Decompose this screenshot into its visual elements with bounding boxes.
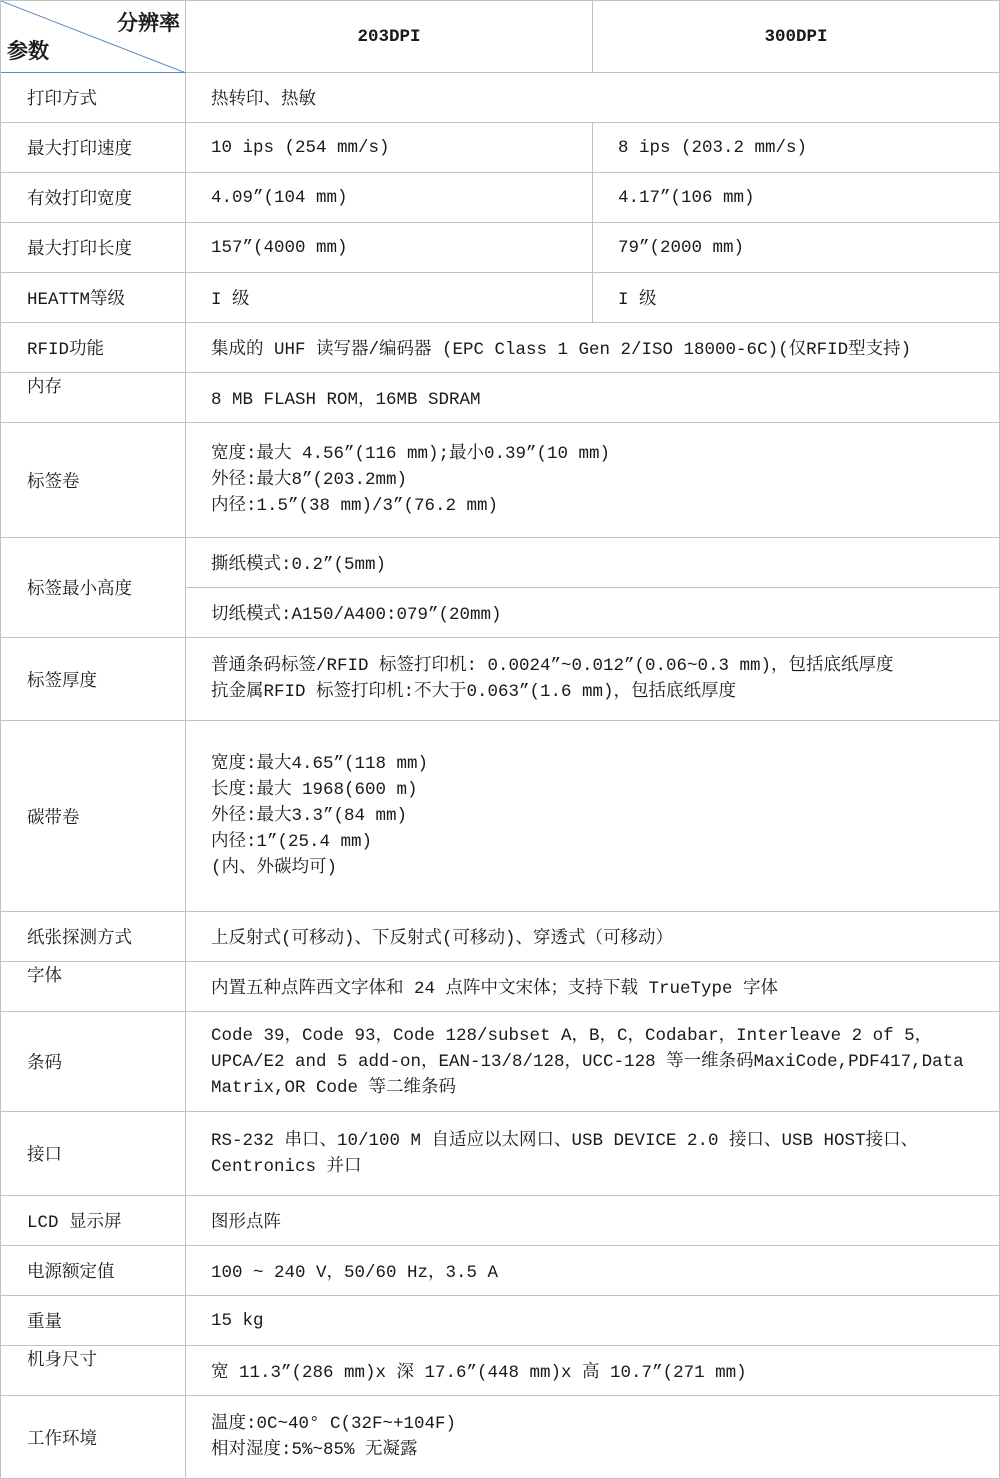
value-heattm-grade-300dpi: I 级: [593, 273, 1000, 323]
label-heattm-grade: HEATTM等级: [1, 273, 186, 323]
label-print-method: 打印方式: [1, 73, 186, 123]
label-lcd-display: LCD 显示屏: [1, 1196, 186, 1246]
label-label-roll: 标签卷: [1, 423, 186, 538]
header-corner-cell: [1, 1, 186, 73]
label-min-label-height: 标签最小高度: [1, 538, 186, 638]
label-memory: 内存: [1, 373, 186, 423]
value-print-width-300dpi: 4.17”(106 mm): [593, 173, 1000, 223]
value-heattm-grade-203dpi: I 级: [186, 273, 593, 323]
value-line: Centronics 并口: [211, 1156, 362, 1177]
value-max-print-speed-203dpi: 10 ips (254 mm/s): [186, 123, 593, 173]
value-line: 内径:1”(25.4 mm): [211, 832, 373, 852]
value-label-roll: [186, 423, 1000, 538]
value-line: UPCA/E2 and 5 add-on，EAN-13/8/128，UCC-128 等一维条码MaxiCode,PDF417,Data: [211, 1051, 964, 1072]
value-rfid-function: 集成的 UHF 读写器/编码器 (EPC Class 1 Gen 2/ISO 18000-6C)(仅RFID型支持): [186, 323, 1000, 373]
value-line: 相对湿度:5%~85% 无凝露: [211, 1440, 418, 1460]
value-line: 抗金属RFID 标签打印机:不大于0.063”(1.6 mm)，包括底纸厚度: [211, 682, 737, 702]
value-dimensions: 宽 11.3”(286 mm)x 深 17.6”(448 mm)x 高 10.7”(271 mm): [186, 1346, 1000, 1396]
label-max-print-length: 最大打印长度: [1, 223, 186, 273]
value-memory: 8 MB FLASH ROM，16MB SDRAM: [186, 373, 1000, 423]
value-barcodes: [186, 1012, 1000, 1112]
label-print-width: 有效打印宽度: [1, 173, 186, 223]
value-line: Matrix,OR Code 等二维条码: [211, 1077, 457, 1098]
value-line: RS-232 串口、10/100 M 自适应以太网口、USB DEVICE 2.0 接口、USB HOST接口、: [211, 1130, 919, 1151]
value-line: 温度:0C~40° C(32F~+104F): [211, 1414, 457, 1434]
value-print-width-203dpi: 4.09”(104 mm): [186, 173, 593, 223]
value-ribbon-roll: [186, 721, 1000, 912]
label-interfaces: 接口: [1, 1112, 186, 1196]
label-ribbon-roll: 碳带卷: [1, 721, 186, 912]
label-rfid-function: RFID功能: [1, 323, 186, 373]
label-fonts: 字体: [1, 962, 186, 1012]
value-ribbon-roll-lines: [211, 751, 428, 881]
label-label-thickness: 标签厚度: [1, 638, 186, 721]
value-label-thickness: [186, 638, 1000, 721]
value-lcd-display: 图形点阵: [186, 1196, 1000, 1246]
value-line: 长度:最大 1968(600 m): [211, 780, 418, 800]
value-line: 外径:最大8”(203.2mm): [211, 470, 408, 490]
value-max-print-length-300dpi: 79”(2000 mm): [593, 223, 1000, 273]
label-operating-environment: 工作环境: [1, 1396, 186, 1479]
value-print-method: 热转印、热敏: [186, 73, 1000, 123]
label-dimensions: 机身尺寸: [1, 1346, 186, 1396]
header-203dpi: 203DPI: [186, 1, 593, 73]
value-max-print-length-203dpi: 157”(4000 mm): [186, 223, 593, 273]
value-fonts: 内置五种点阵西文字体和 24 点阵中文宋体；支持下载 TrueType 字体: [186, 962, 1000, 1012]
header-parameter-label: 参数: [7, 42, 49, 65]
value-barcodes-lines: [211, 1023, 964, 1101]
value-power-rating: 100 ~ 240 V，50/60 Hz，3.5 A: [186, 1246, 1000, 1296]
value-paper-sensor: 上反射式(可移动)、下反射式(可移动)、穿透式（可移动）: [186, 912, 1000, 962]
value-line: 宽度:最大 4.56”(116 mm);最小0.39”(10 mm): [211, 444, 611, 464]
value-line: Code 39，Code 93，Code 128/subset A，B，C，Codabar，Interleave 2 of 5，: [211, 1025, 933, 1046]
value-line: 宽度:最大4.65”(118 mm): [211, 754, 429, 774]
value-min-label-height-cut-mode: 切纸模式:A150/A400:079”(20mm): [186, 588, 1000, 638]
header-resolution-label: 分辨率: [117, 14, 180, 37]
label-weight: 重量: [1, 1296, 186, 1346]
value-max-print-speed-300dpi: 8 ips (203.2 mm/s): [593, 123, 1000, 173]
value-interfaces: [186, 1112, 1000, 1196]
value-line: 普通条码标签/RFID 标签打印机: 0.0024”~0.012”(0.06~0.3 mm)，包括底纸厚度: [211, 656, 894, 676]
label-barcodes: 条码: [1, 1012, 186, 1112]
value-operating-environment-lines: [211, 1411, 456, 1463]
value-min-label-height-tear-mode: 撕纸模式:0.2”(5mm): [186, 538, 1000, 588]
value-operating-environment: [186, 1396, 1000, 1479]
value-interfaces-lines: [211, 1128, 918, 1180]
value-label-thickness-lines: [211, 653, 894, 705]
label-max-print-speed: 最大打印速度: [1, 123, 186, 173]
value-line: 内径:1.5”(38 mm)/3”(76.2 mm): [211, 496, 499, 516]
label-power-rating: 电源额定值: [1, 1246, 186, 1296]
header-300dpi: 300DPI: [593, 1, 1000, 73]
value-label-roll-lines: [211, 441, 610, 519]
label-paper-sensor: 纸张探测方式: [1, 912, 186, 962]
value-line: 外径:最大3.3”(84 mm): [211, 806, 408, 826]
value-line: (内、外碳均可): [211, 858, 338, 878]
value-weight: 15 kg: [186, 1296, 1000, 1346]
